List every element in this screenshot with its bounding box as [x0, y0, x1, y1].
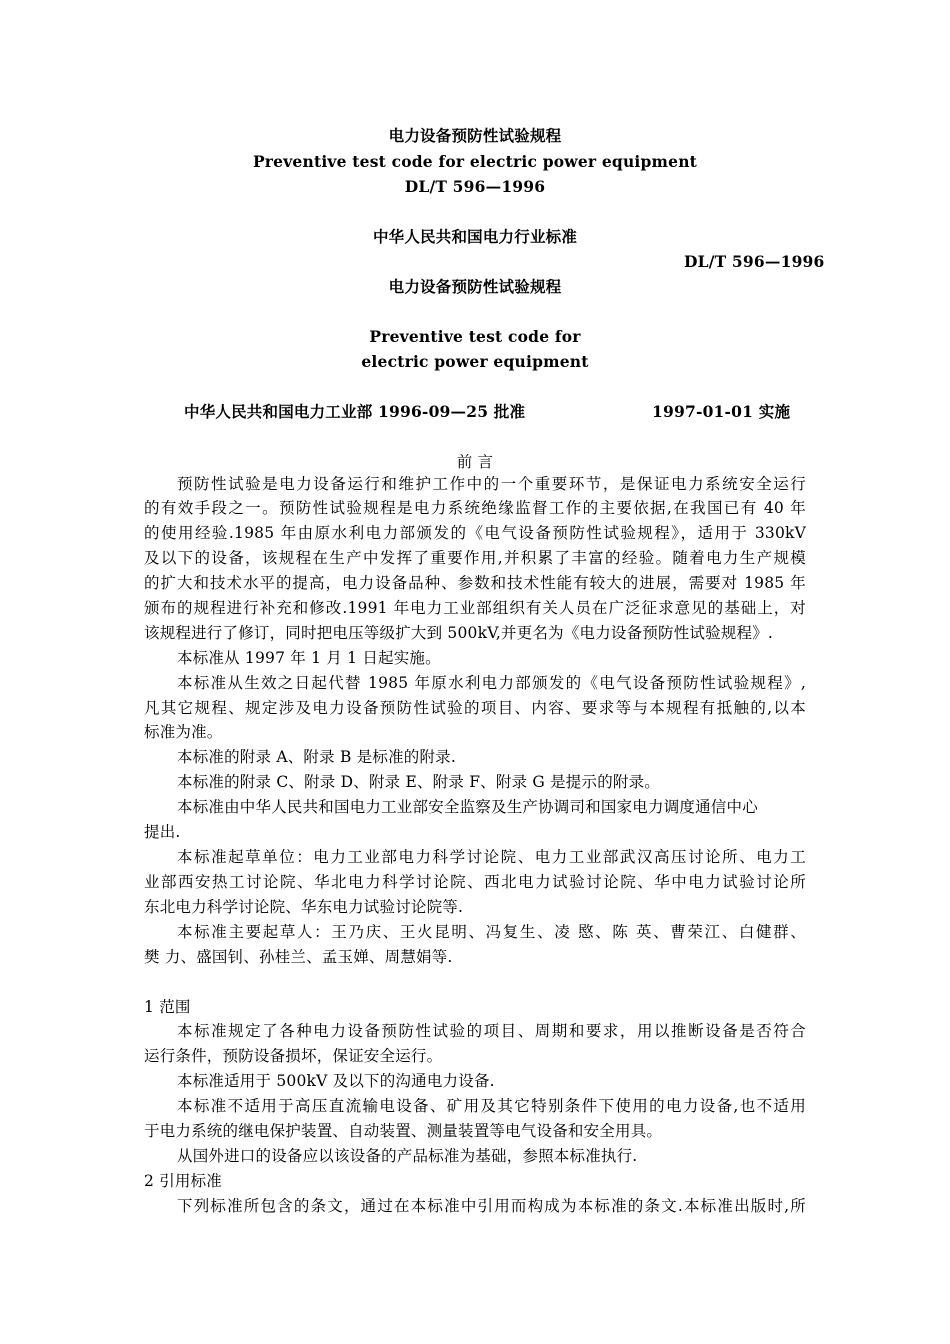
section-heading: 1 范围	[144, 998, 191, 1016]
paragraph-line: 运行条件，预防设备损坏，保证安全运行。	[144, 1047, 443, 1065]
paragraph-line: 预防性试验是电力设备运行和维护工作中的一个重要环节，是保证电力系统安全运行	[177, 475, 806, 493]
foreword-heading: 前 言	[456, 453, 494, 471]
paragraph-line: 颁布的规程进行补充和修改.1991 年电力工业部组织有关人员在广泛征求意见的基础上，对	[144, 599, 806, 617]
paragraph-line: 的使用经验.1985 年由原水利电力部颁发的《电气设备预防性试验规程》，适用于 330kV	[144, 524, 806, 542]
paragraph-line: 樊 力、盛国钊、孙桂兰、孟玉婵、周慧娟等.	[144, 948, 453, 966]
paragraph-line: 于电力系统的继电保护装置、自动装置、测量装置等电气设备和安全用具。	[144, 1122, 663, 1140]
paragraph-line: 本标准起草单位：电力工业部电力科学讨论院、电力工业部武汉高压讨论所、电力工	[177, 848, 806, 866]
paragraph-line: 该规程进行了修订，同时把电压等级扩大到 500kV,并更名为《电力设备预防性试验规程》.	[144, 624, 774, 642]
paragraph-line: 本标准的附录 C、附录 D、附录 E、附录 F、附录 G 是提示的附录。	[177, 773, 661, 791]
paragraph-line: 的有效手段之一。预防性试验规程是电力系统绝缘监督工作的主要依据,在我国已有 40 年	[144, 499, 806, 517]
paragraph-line: 从国外进口的设备应以该设备的产品标准为基础，参照本标准执行.	[177, 1147, 638, 1165]
paragraph-line: 本标准规定了各种电力设备预防性试验的项目、周期和要求，用以推断设备是否符合	[177, 1022, 806, 1040]
paragraph-line: 东北电力科学讨论院、华东电力试验讨论院等.	[144, 898, 464, 916]
header-title-cn: 电力设备预防性试验规程	[388, 126, 562, 145]
paragraph-line: 下列标准所包含的条文，通过在本标准中引用而构成为本标准的条文.本标准出版时,所	[177, 1197, 806, 1215]
paragraph-line: 本标准从生效之日起代替 1985 年原水利电力部颁发的《电气设备预防性试验规程》,	[177, 674, 806, 692]
implementation-date: 1997-01-01 实施	[652, 402, 791, 421]
standard-code: DL/T 596—1996	[684, 252, 825, 271]
standard-title-en-line2: electric power equipment	[361, 352, 589, 371]
paragraph-line: 本标准从 1997 年 1 月 1 日起实施。	[177, 649, 441, 667]
paragraph-line: 本标准主要起草人：王乃庆、王火昆明、冯复生、凌 愍、陈 英、曹荣江、白健群、	[177, 923, 806, 941]
standard-category: 中华人民共和国电力行业标准	[372, 227, 578, 246]
paragraph-line: 提出.	[144, 823, 181, 841]
header-title-en: Preventive test code for electric power equipment	[252, 152, 698, 171]
paragraph-line: 本标准的附录 A、附录 B 是标准的附录.	[177, 748, 456, 766]
standard-title-en-line1: Preventive test code for	[369, 327, 581, 346]
section-heading: 2 引用标准	[144, 1172, 222, 1190]
paragraph-line: 凡其它规程、规定涉及电力设备预防性试验的项目、内容、要求等与本规程有抵触的,以本	[144, 699, 806, 717]
paragraph-line: 本标准由中华人民共和国电力工业部安全监察及生产协调司和国家电力调度通信中心	[177, 798, 758, 816]
standard-title-cn: 电力设备预防性试验规程	[388, 277, 562, 296]
paragraph-line: 标准为准。	[144, 723, 223, 741]
header-code: DL/T 596—1996	[404, 177, 546, 196]
paragraph-line: 本标准不适用于高压直流输电设备、矿用及其它特别条件下使用的电力设备,也不适用	[177, 1097, 806, 1115]
approval-line: 中华人民共和国电力工业部 1996-09—25 批准	[184, 402, 526, 421]
paragraph-line: 的扩大和技术水平的提高，电力设备品种、参数和技术性能有较大的进展，需要对 1985 年	[144, 574, 806, 592]
paragraph-line: 本标准适用于 500kV 及以下的沟通电力设备.	[177, 1072, 495, 1090]
paragraph-line: 业部西安热工讨论院、华北电力科学讨论院、西北电力试验讨论院、华中电力试验讨论所	[144, 873, 806, 891]
paragraph-line: 及以下的设备，该规程在生产中发挥了重要作用,并积累了丰富的经验。随着电力生产规模	[144, 549, 806, 567]
